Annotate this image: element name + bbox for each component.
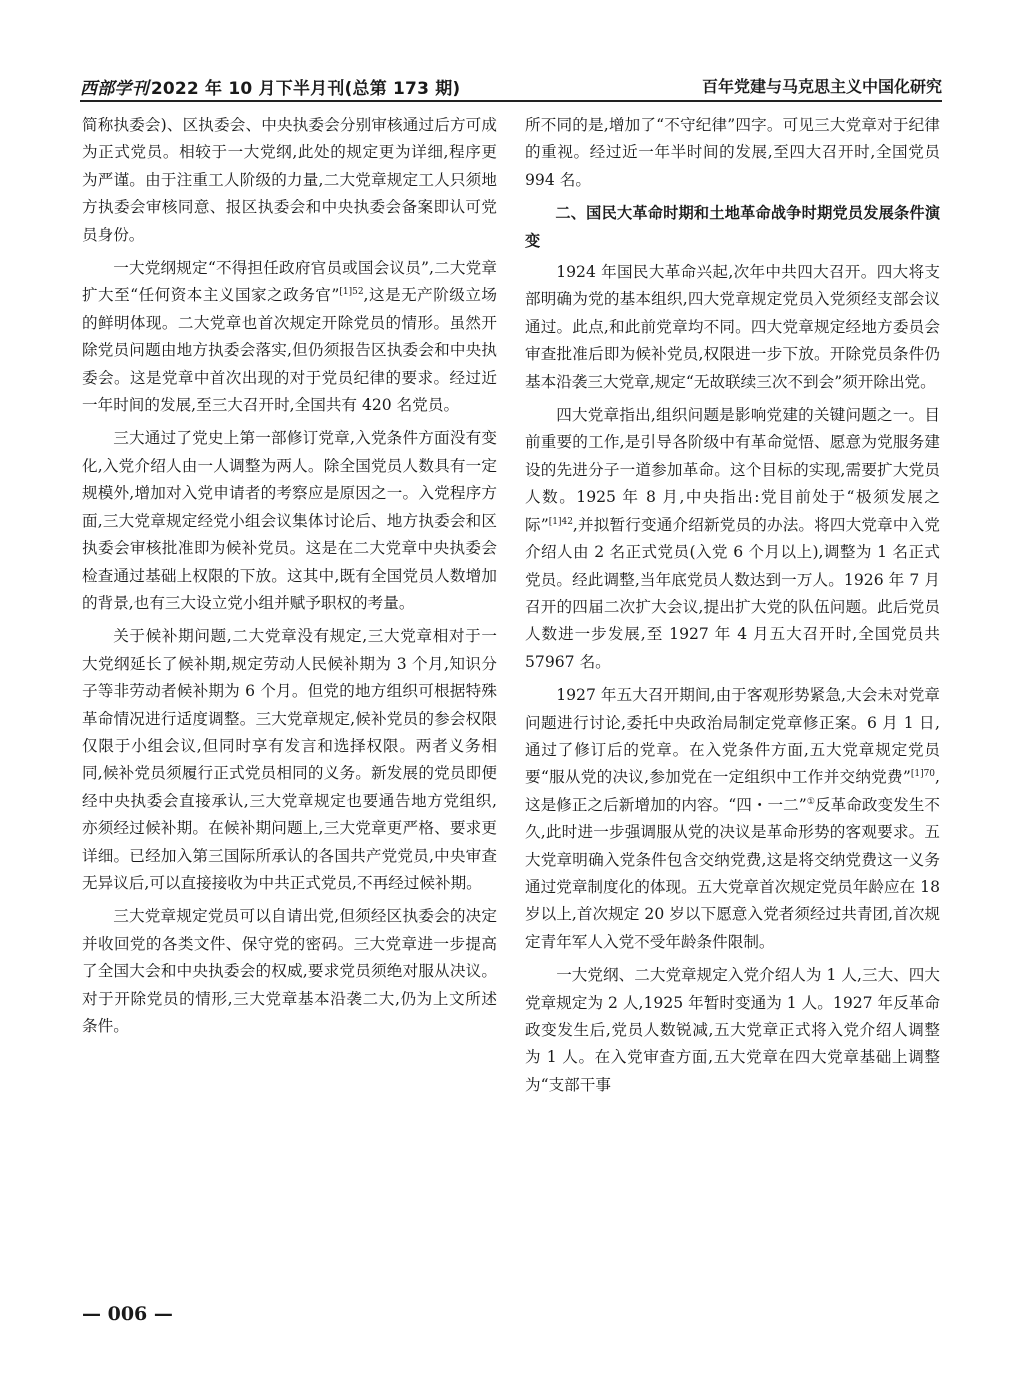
- right-paragraph-5: [525, 962, 940, 1099]
- section-heading: 二、国民大革命时期和土地革命战争时期党员发展条件演变: [525, 204, 940, 250]
- citation-ref: [1]70: [910, 769, 936, 780]
- right-paragraph-3: [525, 402, 940, 676]
- paragraph-text: 四大党章指出,组织问题是影响党建的关键问题之一。目前重要的工作,是引导各阶级中有革命觉悟、愿意为党服务建设的先进分子一道参加革命。这个目标的实现,需要扩大党员人数。1925 年 8 月,中央指出:党目前处于“极须发展之际”: [525, 406, 940, 534]
- right-paragraph-2: [525, 259, 940, 396]
- page-number: — 006 —: [82, 1303, 173, 1325]
- paragraph-text: 简称执委会)、区执委会、中央执委会分别审核通过后方可成为正式党员。相较于一大党纲,此处的规定更为详细,程序更为严谨。由于注重工人阶级的力量,二大党章规定工人只须地方执委会审核同意、报区执委会和中央执委会备案即认可党员身份。: [82, 116, 497, 244]
- paragraph-text: 一大党纲、二大党章规定入党介绍人为 1 人,三大、四大党章规定为 2 人,1925 年暂时变通为 1 人。1927 年反革命政变发生后,党员人数锐减,五大党章正式将入党介绍人调整为 1 人。在入党审查方面,五大党章在四大党章基础上调整为“支部干事: [525, 966, 940, 1094]
- paragraph-text: ,这是无产阶级立场的鲜明体现。二大党章也首次规定开除党员的情形。虽然开除党员问题由地方执委会落实,但仍须报告区执委会和中央执委会。这是党章中首次出现的对于党员纪律的要求。经过近一年时间的发展,至三大召开时,全国共有 420 名党员。: [82, 286, 497, 415]
- paragraph-text: 1927 年五大召开期间,由于客观形势紧急,大会未对党章问题进行讨论,委托中央政治局制定党章修正案。6 月 1 日,通过了修订后的党章。在入党条件方面,五大党章规定党员要“服从党的决议,参加党在一定组织中工作并交纳党费”: [525, 686, 940, 787]
- issue-text: 2022 年 10 月下半月刊(总第 173 期): [150, 79, 461, 99]
- right-paragraph-4: [525, 682, 940, 956]
- left-paragraph-2: [82, 425, 497, 617]
- paragraph-text: ,这是修正之后新增加的内容。“四・一二”: [525, 768, 940, 814]
- header-rule: [80, 100, 942, 102]
- right-paragraph-0: [525, 112, 940, 194]
- journal-issue: [80, 74, 460, 99]
- paragraph-text: ,并拟暂行变通介绍新党员的办法。将四大党章中入党介绍人由 2 名正式党员(入党 6 个月以上),调整为 1 名正式党员。经此调整,当年底党员人数达到一万人。1926 年 7 月召开的四届二次扩大会议,提出扩大党的队伍问题。此后党员人数进一步发展,至 1927 年 4 月五大召开时,全国党员共 57967 名。: [525, 515, 940, 671]
- right-column: [525, 112, 940, 1105]
- section-title: 百年党建与马克思主义中国化研究: [701, 77, 942, 96]
- paragraph-text: 反革命政变发生不久,此时进一步强调服从党的决议是革命形势的客观要求。五大党章明确入党条件包含交纳党费,这是将交纳党费这一义务通过党章制度化的体现。五大党章首次规定党员年龄应在 18 岁以上,首次规定 20 岁以下愿意入党者须经过共青团,首次规定青年军人入党不受年龄条件限制。: [525, 795, 940, 951]
- left-paragraph-1: [82, 255, 497, 419]
- left-column: [82, 112, 497, 1046]
- paragraph-text: 三大通过了党史上第一部修订党章,入党条件方面没有变化,入党介绍人由一人调整为两人。除全国党员人数具有一定规模外,增加对入党申请者的考察应是原因之一。入党程序方面,三大党章规定经党小组会议集体讨论后、地方执委会和区执委会审核批准即为候补党员。这是在二大党章中央执委会检查通过基础上权限的下放。这其中,既有全国党员人数增加的背景,也有三大设立党小组并赋予职权的考量。: [82, 429, 497, 612]
- left-paragraph-4: [82, 903, 497, 1040]
- left-paragraph-3: [82, 623, 497, 897]
- citation-ref: [1]52: [339, 287, 364, 298]
- citation-ref: [1]42: [548, 516, 573, 527]
- page-header: [80, 66, 942, 102]
- paragraph-text: 三大党章规定党员可以自请出党,但须经区执委会的决定并收回党的各类文件、保守党的密码。三大党章进一步提高了全国大会和中央执委会的权威,要求党员须绝对服从决议。对于开除党员的情形,三大党章基本沿袭二大,仍为上文所述条件。: [82, 907, 497, 1035]
- paragraph-text: 关于候补期问题,二大党章没有规定,三大党章相对于一大党纲延长了候补期,规定劳动人民候补期为 3 个月,知识分子等非劳动者候补期为 6 个月。但党的地方组织可根据特殊革命情况进行适度调整。三大党章规定,候补党员的参会权限仅限于小组会议,但同时享有发言和选择权限。两者义务相同,候补党员须履行正式党员相同的义务。新发展的党员即便经中央执委会直接承认,三大党章规定也要通告地方党组织,亦须经过候补期。在候补期问题上,三大党章更严格、要求更详细。已经加入第三国际所承认的各国共产党党员,中央审查无异议后,可以直接接收为中共正式党员,不再经过候补期。: [82, 627, 497, 892]
- paragraph-text: 所不同的是,增加了“不守纪律”四字。可见三大党章对于纪律的重视。经过近一年半时间的发展,至四大召开时,全国党员 994 名。: [525, 116, 940, 189]
- footnote-mark: ①: [806, 796, 815, 807]
- paragraph-text: 1924 年国民大革命兴起,次年中共四大召开。四大将支部明确为党的基本组织,四大党章规定党员入党须经支部会议通过。此点,和此前党章均不同。四大党章规定经地方委员会审查批准后即为候补党员,权限进一步下放。开除党员条件仍基本沿袭三大党章,规定“无故联续三次不到会”须开除出党。: [525, 263, 940, 391]
- journal-logo: 西部学刊: [80, 79, 149, 99]
- left-paragraph-0: [82, 112, 497, 249]
- paragraph-text: 一大党纲规定“不得担任政府官员或国会议员”,二大党章扩大至“任何资本主义国家之政务官”: [82, 259, 497, 305]
